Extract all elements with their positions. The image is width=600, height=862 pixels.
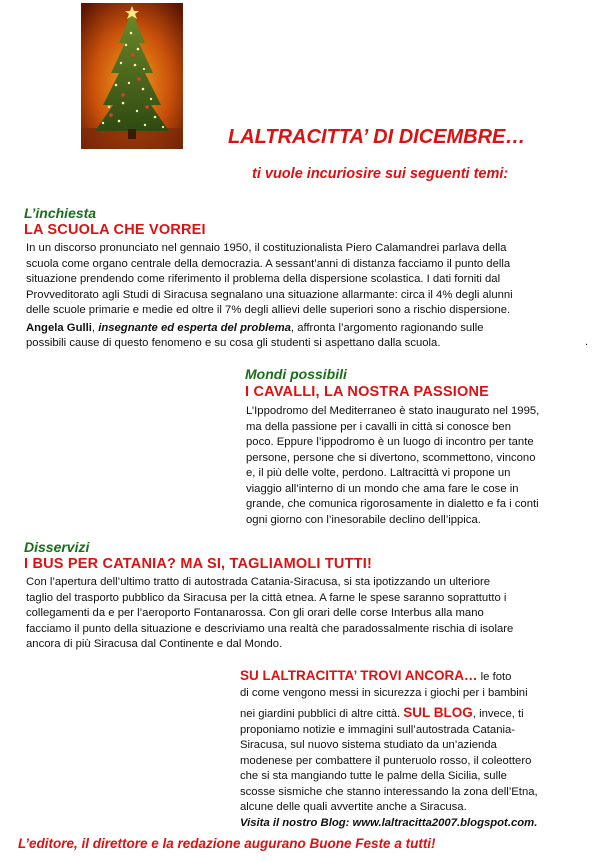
section-heading-cavalli: I CAVALLI, LA NOSTRA PASSIONE — [245, 384, 489, 400]
body-line: poco. Eppure l’ippodromo è un luogo di incontro per tante — [246, 436, 534, 448]
section-heading-bus: I BUS PER CATANIA? MA SI, TAGLIAMOLI TUTTI! — [24, 556, 372, 572]
body-line: In un discorso pronunciato nel gennaio 1950, il costituzionalista Piero Calamandrei parlava della — [26, 242, 507, 254]
body-line: e, il più delle volte, perdono. Laltracittà vi propone un — [246, 467, 511, 479]
stray-mark: . — [585, 336, 589, 348]
body-line: viaggio all’interno di un mondo che ama fare le cose in — [246, 482, 519, 495]
body-line: taglio del trasporto pubblico da Siracusa per la città etnea. A farne le spese saranno soprattutto i — [26, 591, 507, 604]
body-line: possibili cause di questo fenomeno e su cosa gli studenti si aspettano dalla scuola. — [26, 337, 441, 349]
body-line: ancora di più Siracusa dal Continente e dal Mondo. — [26, 638, 283, 650]
body-line: grande, che comunica rigorosamente in dialetto e fa i conti — [246, 498, 539, 510]
section-body-ancora — [240, 668, 580, 831]
section-heading-ancora: SU LALTRACITTA’ TROVI ANCORA… — [240, 668, 478, 683]
section-body-scuola — [26, 241, 582, 352]
body-line: ogni giorno con l’inesorabile declino dell’ippica. — [246, 513, 481, 526]
body-line: Siracusa, sul nuovo sistema studiato da un’azienda — [240, 739, 497, 751]
body-line: situazione prendendo come riferimento il problema della dispersione scolastica. I dati forniti dal — [26, 273, 501, 285]
body-line: di come vengono messi in sicurezza i giochi per i bambini — [240, 686, 528, 699]
body-line: Angela Gulli, insegnante ed esperta del problema, affronta l’argomento ragionando sulle — [26, 321, 484, 334]
body-line: ma della passione per i cavalli in città si conosce ben — [246, 420, 511, 433]
body-line: proponiamo notizie e immagini sull’autostrada Catania- — [240, 723, 516, 736]
blog-link[interactable]: Visita il nostro Blog: www.laltracitta2007.blogspot.com. — [240, 816, 538, 829]
body-line: L’Ippodromo del Mediterraneo è stato inaugurato nel 1995, — [246, 405, 540, 417]
body-line: delle scuole primarie e medie ed oltre il 7% degli allievi delle superiori sono a rischio dispersione. — [26, 304, 511, 316]
body-line: Con l’apertura dell’ultimo tratto di autostrada Catania-Siracusa, si sta ipotizzando un ulteriore — [26, 576, 491, 588]
body-text: , invece, ti — [472, 708, 524, 720]
page-subtitle: ti vuole incuriosire sui seguenti temi: — [252, 166, 509, 182]
section-label-disservizi: Disservizi — [24, 539, 90, 555]
body-text: , affronta l’argomento ragionando sulle — [290, 321, 484, 334]
body-line: collegamenti da e per l’aeroporto Fontanarossa. Con gli orari delle corse Interbus alla mano — [26, 607, 484, 619]
blog-heading: SUL BLOG — [403, 705, 473, 720]
section-body-cavalli — [246, 404, 582, 528]
body-line: alcune delle quali avvertite anche a Siracusa. — [240, 801, 467, 813]
body-line: scosse sismiche che stanno interessando la zona dell’Etna, — [240, 785, 538, 798]
body-line: scuola come organo centrale della democrazia. A sessant’anni di distanza facciamo il punto della — [26, 257, 511, 270]
body-text: nei giardini pubblici di altre città. — [240, 708, 401, 720]
author-role: insegnante ed esperta del problema — [98, 321, 291, 334]
body-text: le foto — [477, 671, 512, 683]
body-line: facciamo il punto della situazione e descriviamo una realtà che paradossalmente rischia di isolare — [26, 622, 514, 635]
section-body-bus — [26, 575, 582, 653]
body-line: modenese per combattere il punteruolo rosso, il coleottero — [240, 754, 532, 767]
body-line: persone, persone che si divertono, scommettono, vincono — [246, 451, 536, 464]
page-title: LALTRACITTA’ DI DICEMBRE… — [228, 126, 526, 148]
christmas-tree-photo — [81, 3, 183, 149]
section-label-inchiesta: L’inchiesta — [24, 205, 97, 221]
body-line: Provveditorato agli Studi di Siracusa segnalano una situazione allarmante: circa il 4% degli alunni — [26, 288, 513, 301]
footer-greeting: L’editore, il direttore e la redazione augurano Buone Feste a tutti! — [18, 836, 436, 851]
section-heading-scuola: LA SCUOLA CHE VORREI — [24, 222, 206, 238]
author-name: Angela Gulli — [26, 321, 92, 334]
body-line: che si sta mangiando tutte le palme della Sicilia, sulle — [240, 770, 507, 782]
section-label-mondi: Mondi possibili — [245, 366, 347, 382]
